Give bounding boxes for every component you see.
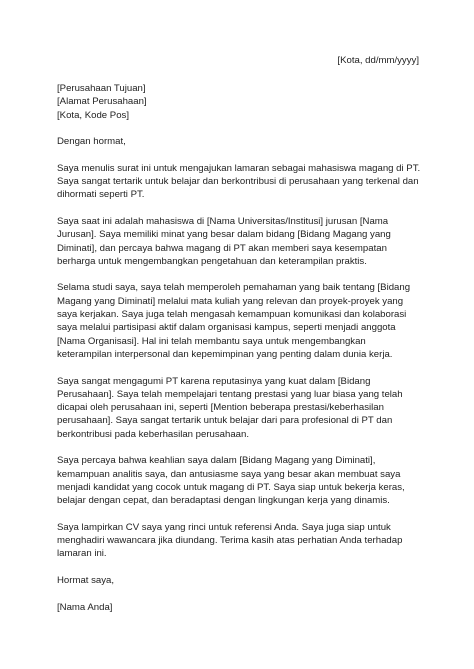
- date-line: [Kota, dd/mm/yyyy]: [337, 55, 419, 66]
- paragraph-attachment: Saya lampirkan CV saya yang rinci untuk referensi Anda. Saya juga siap untuk menghadiri wawancara jika diundang. Terima kasih atas perhatian Anda terhadap lamaran ini.: [57, 521, 403, 560]
- paragraph-qualifications: Saya percaya bahwa keahlian saya dalam [Bidang Magang yang Diminati], kemampuan analitis saya, dan antusiasme saya yang besar akan membuat saya menjadi kandidat yang cocok untuk magang di PT. Saya siap untuk bekerja keras, belajar dengan cepat, dan beradaptasi dengan lingkungan kerja yang dinamis.: [57, 455, 405, 507]
- paragraph-intro: Saya menulis surat ini untuk mengajukan lamaran sebagai mahasiswa magang di PT. Saya sangat tertarik untuk belajar dan berkontribusi di perusahaan yang terkenal dan dihormati seperti PT.: [57, 162, 421, 201]
- recipient-block: [57, 82, 421, 122]
- paragraph-company-admiration: Saya sangat mengagumi PT karena reputasinya yang kuat dalam [Bidang Perusahaan]. Saya telah mempelajari tentang prestasi yang luar biasa yang telah dicapai oleh perusahaan ini, seperti [Mention beberapa prestasi/keberhasilan perusahaan]. Saya sangat tertarik untuk belajar dari para profesional di PT dan berkontribusi pada keberhasilan perusahaan.: [57, 375, 403, 440]
- recipient-company: [Perusahaan Tujuan]: [57, 83, 146, 94]
- signature-name: [Nama Anda]: [57, 601, 113, 613]
- recipient-city-postcode: [Kota, Kode Pos]: [57, 109, 129, 121]
- closing: Hormat saya,: [57, 574, 115, 586]
- salutation: Dengan hormat,: [57, 136, 126, 148]
- letter-body: [57, 82, 421, 627]
- paragraph-experience: Selama studi saya, saya telah memperoleh pemahaman yang baik tentang [Bidang Magang yang Diminati] melalui mata kuliah yang relevan dan proyek-proyek yang saya kerjakan. Saya juga telah mengasah kemampuan komunikasi dan kolaborasi saya melalui partisipasi aktif dalam organisasi kampus, seperti menjadi anggota [Nama Organisasi]. Hal ini telah membantu saya untuk mengembangkan keterampilan interpersonal dan kepemimpinan yang penting dalam dunia kerja.: [57, 282, 411, 360]
- recipient-address: [Alamat Perusahaan]: [57, 96, 147, 108]
- paragraph-background: Saya saat ini adalah mahasiswa di [Nama Universitas/Institusi] jurusan [Nama Jurusan]. Saya memiliki minat yang besar dalam bidang [Bidang Magang yang Diminati], dan percaya bahwa magang di PT akan memberi saya kesempatan berharga untuk mengembangkan pengetahuan dan keterampilan praktis.: [57, 215, 391, 267]
